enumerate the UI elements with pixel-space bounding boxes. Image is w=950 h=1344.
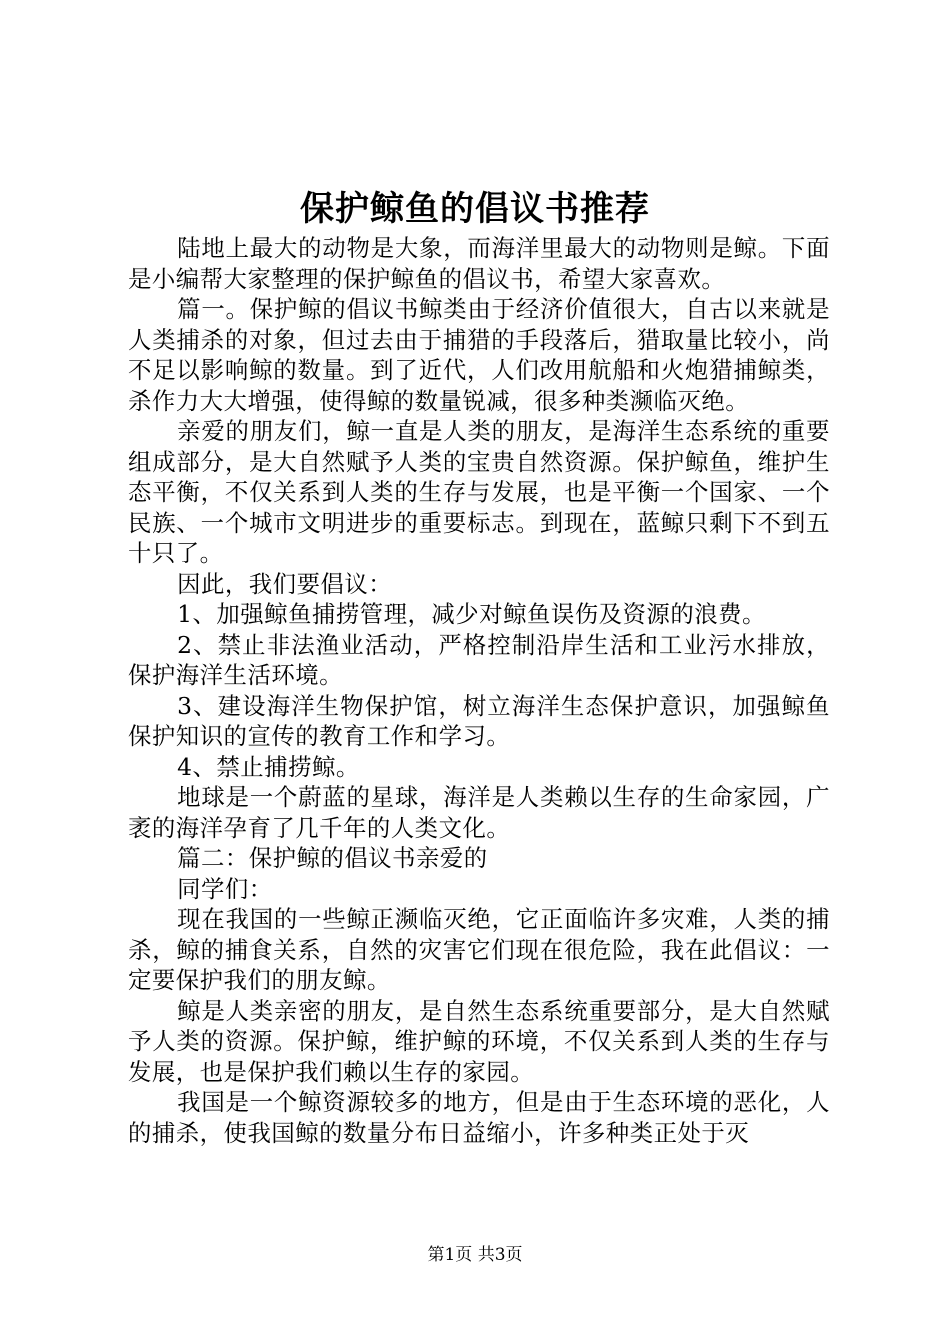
document-body <box>128 233 830 1148</box>
paragraph: 陆地上最大的动物是大象，而海洋里最大的动物则是鲸。下面是小编帮大家整理的保护鲸鱼的倡议书，希望大家喜欢。 <box>128 234 830 293</box>
paragraph: 1、加强鲸鱼捕捞管理，减少对鲸鱼误伤及资源的浪费。 <box>177 600 766 628</box>
paragraph: 地球是一个蔚蓝的星球，海洋是人类赖以生存的生命家园，广袤的海洋孕育了几千年的人类文化。 <box>128 783 830 842</box>
document-title: 保护鲸鱼的倡议书推荐 <box>300 189 650 229</box>
paragraph: 篇一。保护鲸的倡议书鲸类由于经济价值很大，自古以来就是人类捕杀的对象，但过去由于捕猎的手段落后，猎取量比较小，尚不足以影响鲸的数量。到了近代，人们改用航船和火炮猎捕鲸类，杀作力大大增强，使得鲸的数量锐减，很多种类濒临灭绝。 <box>128 295 830 415</box>
paragraph: 4、禁止捕捞鲸。 <box>177 752 360 781</box>
paragraph: 同学们： <box>177 874 273 903</box>
paragraph: 亲爱的朋友们，鲸一直是人类的朋友，是海洋生态系统的重要组成部分，是大自然赋予人类的宝贵自然资源。保护鲸鱼，维护生态平衡，不仅关系到人类的生存与发展，也是平衡一个国家、一个民族、一个城市文明进步的重要标志。到现在，蓝鲸只剩下不到五十只了。 <box>128 417 830 567</box>
paragraph: 鲸是人类亲密的朋友，是自然生态系统重要部分，是大自然赋予人类的资源。保护鲸，维护鲸的环境，不仅关系到人类的生存与发展，也是保护我们赖以生存的家园。 <box>128 996 830 1086</box>
paragraph: 现在我国的一些鲸正濒临灭绝，它正面临许多灾难，人类的捕杀，鲸的捕食关系，自然的灾害它们现在很危险，我在此倡议：一定要保护我们的朋友鲸。 <box>128 905 830 994</box>
paragraph: 我国是一个鲸资源较多的地方，但是由于生态环境的恶化，人的捕杀，使我国鲸的数量分布日益缩小，许多种类正处于灭 <box>128 1088 830 1147</box>
paragraph: 2、禁止非法渔业活动，严格控制沿岸生活和工业污水排放，保护海洋生活环境。 <box>128 630 830 689</box>
page-number-footer: 第1页 共3页 <box>427 1245 523 1265</box>
paragraph: 因此，我们要倡议： <box>177 569 393 598</box>
paragraph: 篇二：保护鲸的倡议书亲爱的 <box>177 844 488 872</box>
paragraph: 3、建设海洋生物保护馆，树立海洋生态保护意识，加强鲸鱼保护知识的宣传的教育工作和学习。 <box>128 691 830 750</box>
